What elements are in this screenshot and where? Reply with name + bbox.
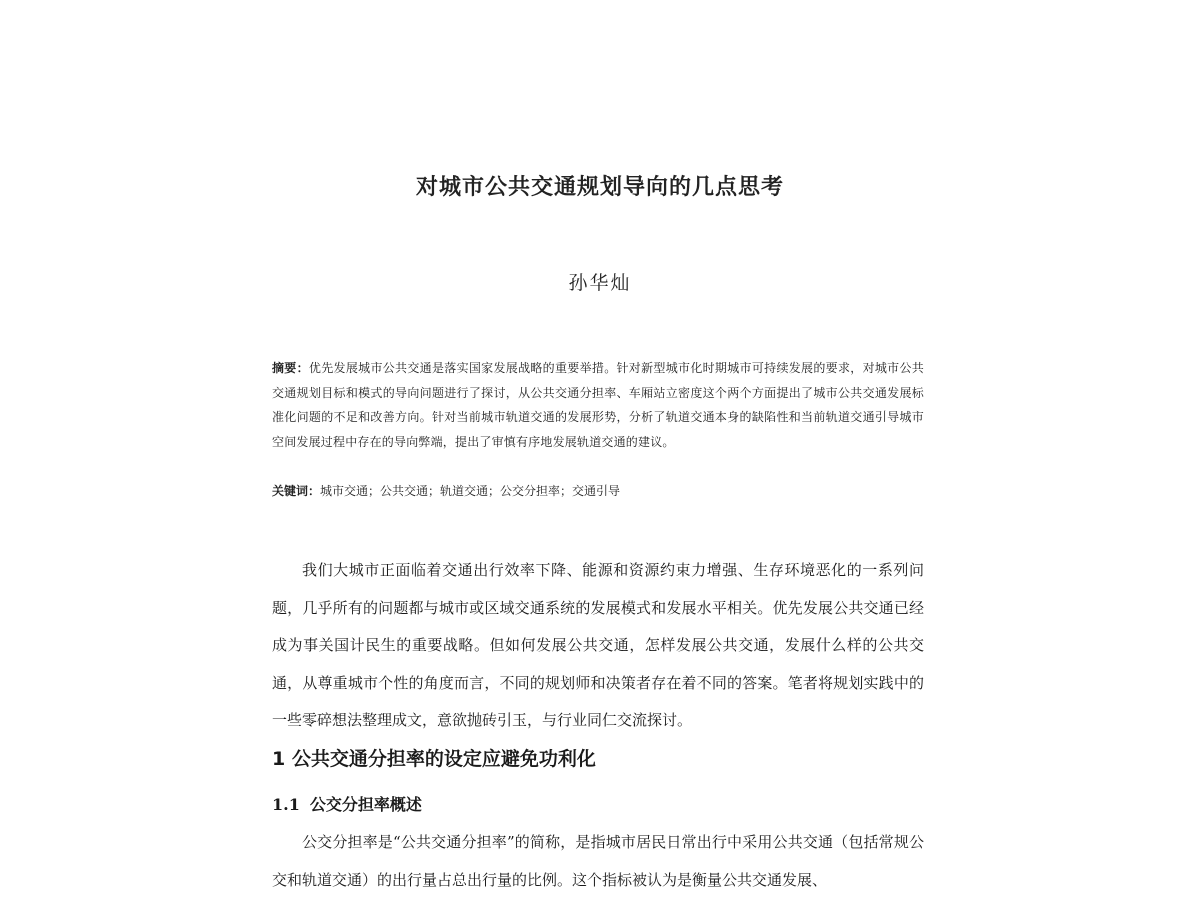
abstract <box>272 356 924 454</box>
body-paragraph-intro: 我们大城市正面临着交通出行效率下降、能源和资源约束力增强、生存环境恶化的一系列问题，几乎所有的问题都与城市或区域交通系统的发展模式和发展水平相关。优先发展公共交通已经成为事关国计民生的重要战略。但如何发展公共交通，怎样发展公共交通，发展什么样的公共交通，从尊重城市个性的角度而言，不同的规划师和决策者存在着不同的答案。笔者将规划实践中的一些零碎想法整理成文，意欲抛砖引玉，与行业同仁交流探讨。 <box>272 561 924 729</box>
subsection-number: 1.1 <box>272 795 300 814</box>
subsection-heading-1-1 <box>272 792 422 815</box>
keywords <box>272 479 924 503</box>
article-title: 对城市公共交通规划导向的几点思考 <box>415 175 784 200</box>
subsection-title: 公交分担率概述 <box>309 795 422 814</box>
keywords-label: 关键词： <box>272 484 321 498</box>
section-heading-1: 1 公共交通分担率的设定应避免功利化 <box>272 748 596 770</box>
keywords-text: 城市交通；公共交通；轨道交通；公交分担率；交通引导 <box>320 484 621 498</box>
abstract-label: 摘要： <box>272 361 309 375</box>
body-paragraph-1-1: 公交分担率是“公共交通分担率”的简称，是指城市居民日常出行中采用公共交通（包括常规公交和轨道交通）的出行量占总出行量的比例。这个指标被认为是衡量公共交通发展、 <box>272 833 924 889</box>
abstract-text: 优先发展城市公共交通是落实国家发展战略的重要举措。针对新型城市化时期城市可持续发展的要求，对城市公共交通规划目标和模式的导向问题进行了探讨，从公共交通分担率、车厢站立密度这个两个方面提出了城市公共交通发展标准化问题的不足和改善方向。针对当前城市轨道交通的发展形势，分析了轨道交通本身的缺陷性和当前轨道交通引导城市空间发展过程中存在的导向弊端，提出了审慎有序地发展轨道交通的建议。 <box>272 361 924 449</box>
article-author: 孙华灿 <box>568 272 632 294</box>
